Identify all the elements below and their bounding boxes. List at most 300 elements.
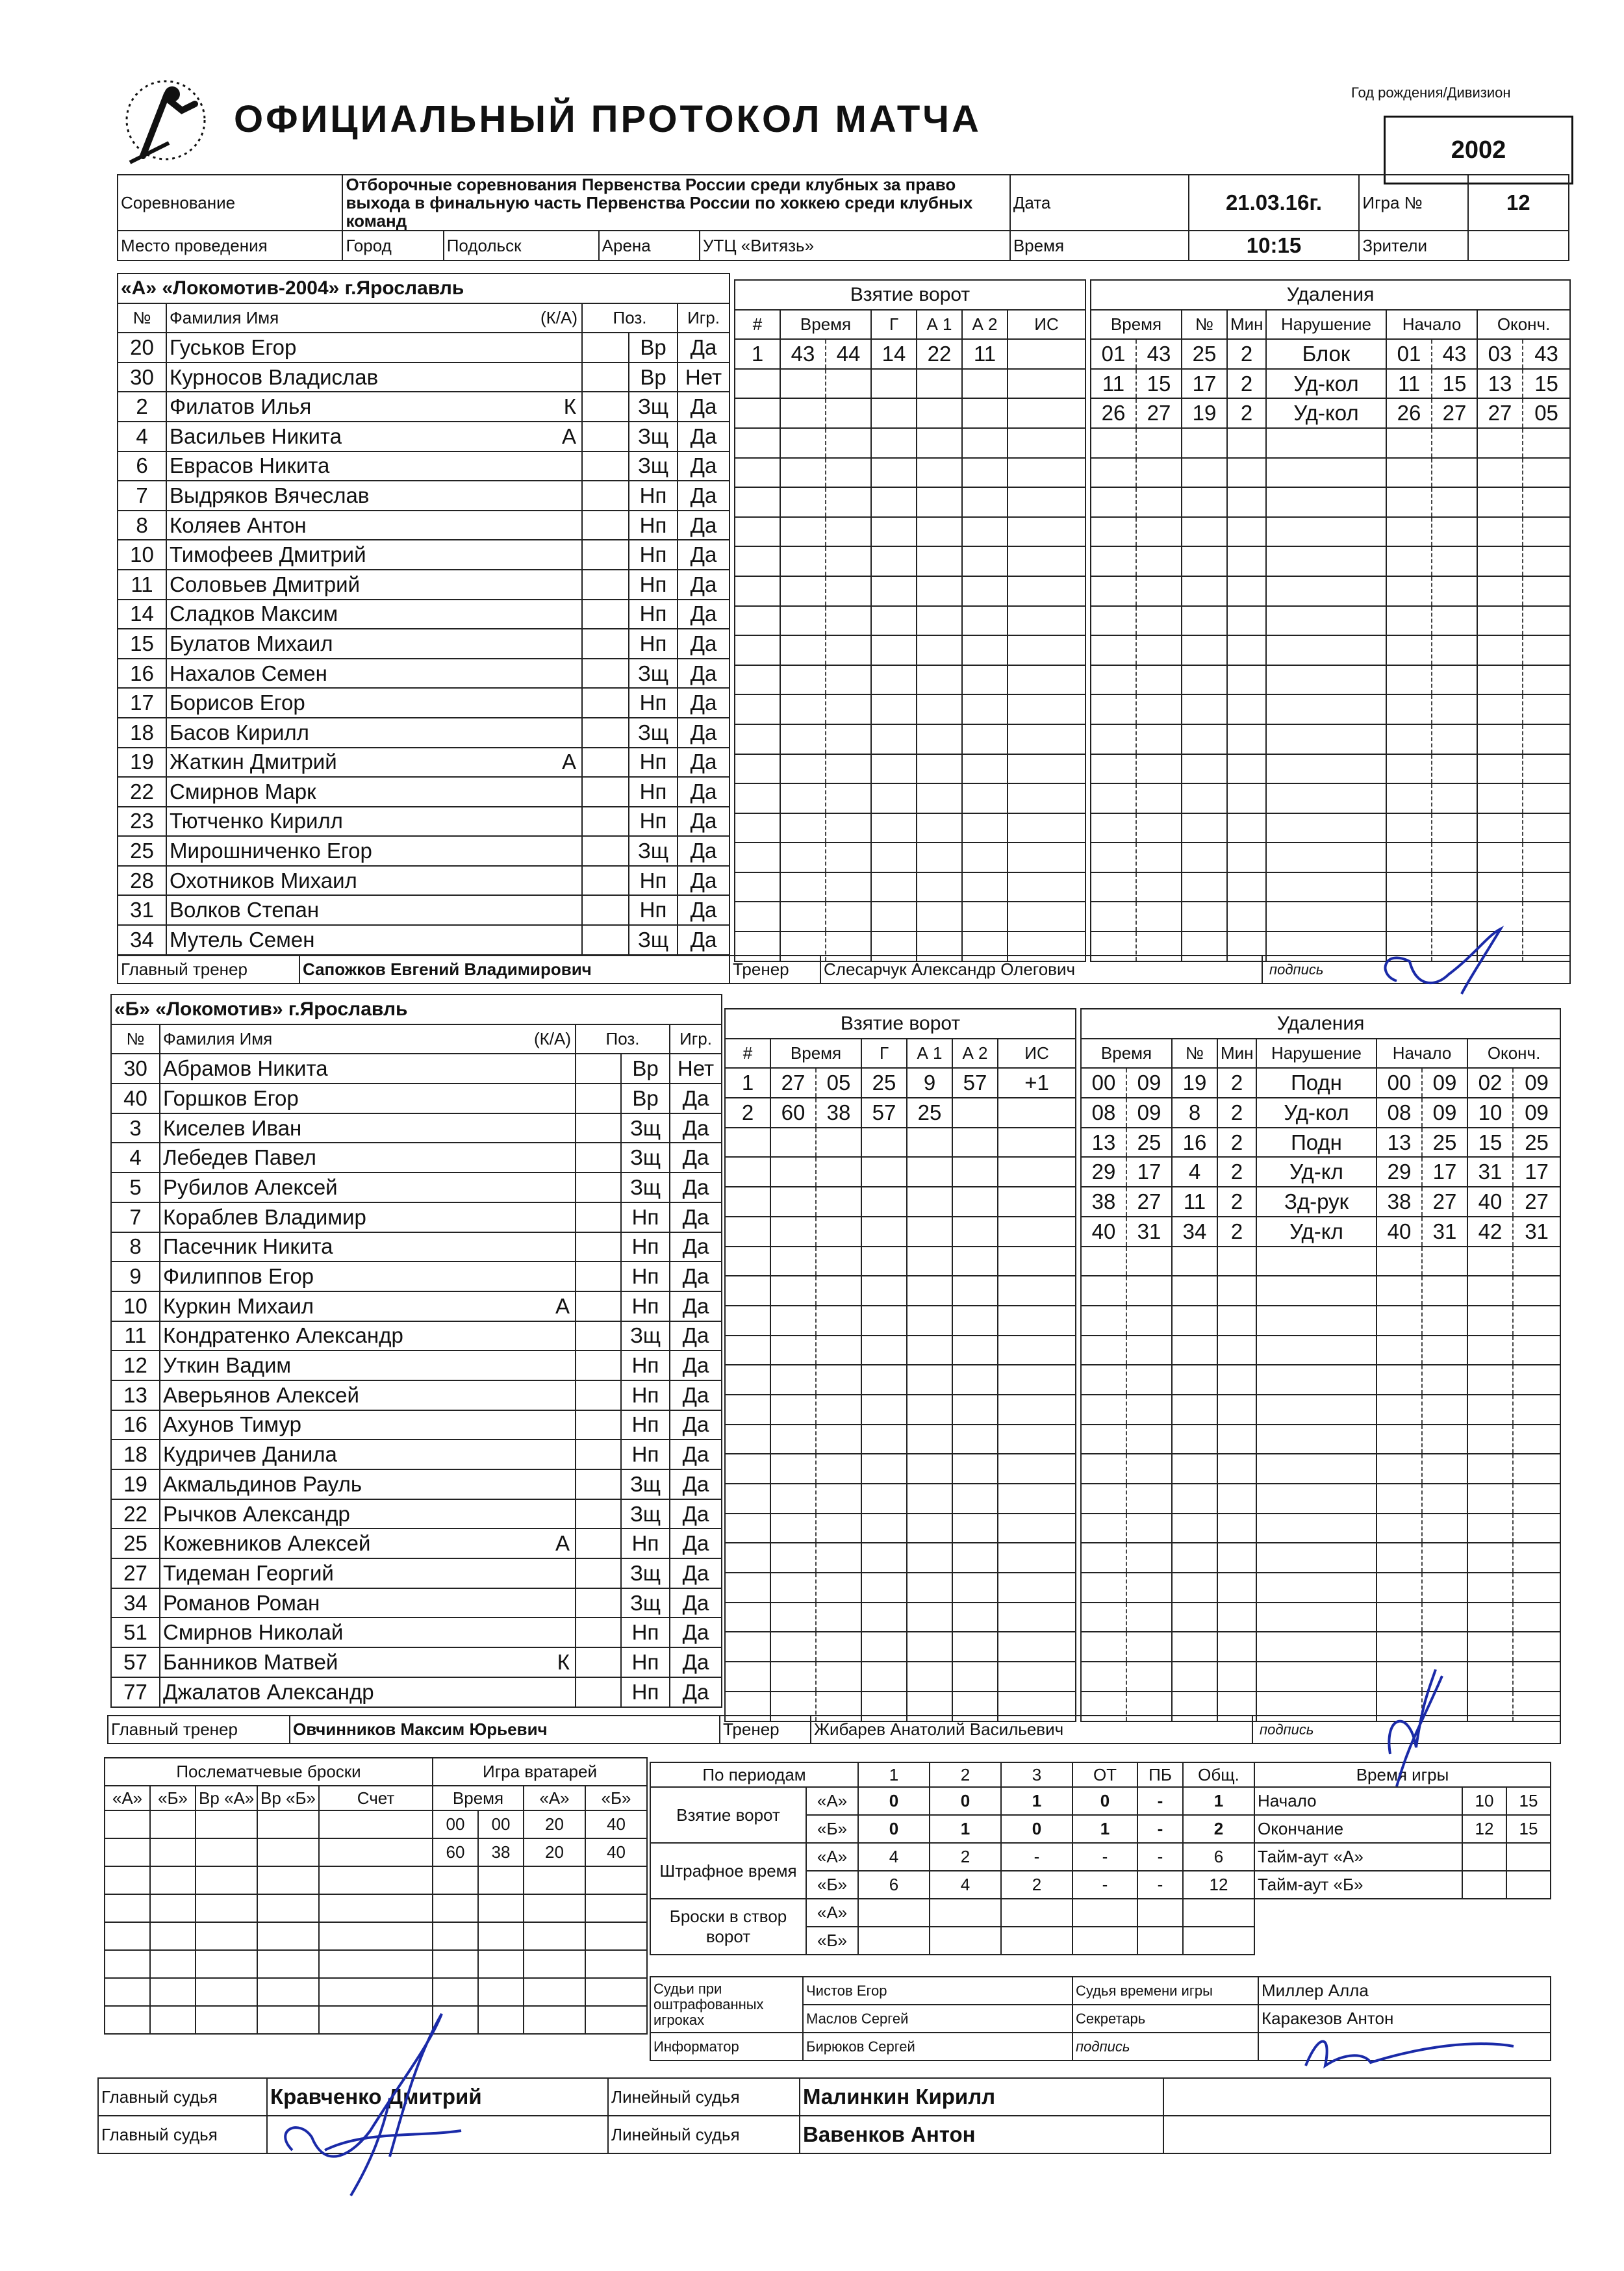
player-played: Да (670, 1529, 722, 1558)
player-position: Нп (621, 1647, 670, 1677)
goal-scorer (861, 1454, 907, 1484)
penalty-violation (1266, 517, 1386, 547)
player-name-cell (160, 1618, 576, 1647)
player-name: Лебедев Павел (163, 1145, 316, 1170)
penalty-minute (1081, 1514, 1126, 1543)
goal-row (735, 517, 1085, 547)
penalty-box-label: Судьи при оштрафованных игроках (650, 1977, 803, 2033)
penalty-player (1182, 783, 1227, 813)
goal-row (725, 1603, 1076, 1632)
player-number: 28 (118, 866, 166, 896)
goal-number (725, 1128, 770, 1158)
player-played: Да (670, 1143, 722, 1173)
penalty-minute (1081, 1395, 1126, 1425)
penalty-row (1091, 635, 1570, 665)
goal-number: 1 (735, 339, 780, 369)
goal-scorer (861, 1395, 907, 1425)
penalty-row (1081, 1128, 1560, 1158)
penalty-start-minute (1386, 843, 1432, 872)
goal-is-header: ИС (1008, 310, 1085, 340)
goal-number (725, 1514, 770, 1543)
penalty-start-second (1422, 1603, 1467, 1632)
penalty-end-minute (1477, 754, 1523, 784)
goal-assist-2 (952, 1603, 998, 1632)
goal-minute (780, 813, 826, 843)
penalty-end-second (1523, 517, 1570, 547)
penalty-violation (1256, 1514, 1377, 1543)
penalty-minutes: 2 (1217, 1217, 1256, 1247)
player-name-cell (166, 688, 582, 718)
goal-number (735, 635, 780, 665)
player-row (111, 1380, 722, 1410)
penalty-minute: 40 (1081, 1217, 1126, 1247)
penalty-minutes (1227, 576, 1266, 606)
penalty-player (1172, 1336, 1217, 1365)
goal-row (735, 843, 1085, 872)
goal-scorer (871, 428, 917, 458)
team-b-title: «Б» «Локомотив» г.Ярославль (111, 995, 722, 1024)
player-extra (576, 1499, 621, 1529)
player-extra (576, 1558, 621, 1588)
penalty-player (1182, 754, 1227, 784)
city-label: Город (342, 231, 443, 260)
goal-assist-1 (907, 1336, 952, 1365)
player-name: Смирнов Николай (163, 1620, 344, 1645)
penalty-second (1126, 1632, 1172, 1662)
referees-table (97, 2077, 1551, 2154)
goal-assist-1 (907, 1276, 952, 1306)
goal-second (826, 546, 871, 576)
player-row (118, 866, 730, 896)
head-coach-label: Главный тренер (108, 1716, 290, 1744)
penalty-violation (1266, 694, 1386, 724)
penalty-row (1091, 398, 1570, 428)
penalty-player: 25 (1182, 339, 1227, 369)
player-name: Уткин Вадим (163, 1353, 292, 1378)
penalty-minute (1081, 1543, 1126, 1573)
penalty-end-second (1513, 1365, 1560, 1395)
goal-assist-1 (917, 398, 962, 428)
penalty-minute: 08 (1081, 1098, 1126, 1128)
pen-end-header: Оконч. (1467, 1039, 1560, 1069)
goal-row (735, 724, 1085, 754)
penalty-second: 09 (1126, 1068, 1172, 1098)
player-number: 30 (118, 362, 166, 392)
player-row (111, 1173, 722, 1202)
goal-assist-2 (962, 428, 1008, 458)
penalty-end-minute (1467, 1395, 1513, 1425)
player-name-cell (166, 866, 582, 896)
secretary: Каракезов Антон (1258, 2005, 1551, 2033)
player-played: Да (670, 1084, 722, 1113)
num-header: № (118, 303, 166, 333)
signature-label: подпись (1262, 956, 1570, 983)
pen-time-header: Время (1081, 1039, 1172, 1069)
goals-a-ot: 0 (1072, 1787, 1137, 1815)
division-value: 2002 (1384, 116, 1573, 184)
goal-assist-2 (952, 1484, 998, 1514)
penalty-start-second (1422, 1365, 1467, 1395)
player-played: Да (678, 718, 730, 748)
goal-second (816, 1573, 861, 1603)
pim-b-total: 12 (1183, 1871, 1254, 1899)
player-number: 20 (118, 333, 166, 362)
penalty-minutes (1217, 1632, 1256, 1662)
penalty-start-second (1432, 754, 1477, 784)
goal-row (725, 1306, 1076, 1336)
penalty-row (1081, 1157, 1560, 1187)
goal-number (735, 694, 780, 724)
penalty-end-minute: 42 (1467, 1217, 1513, 1247)
goal-scorer (871, 635, 917, 665)
goal-minute (780, 724, 826, 754)
goal-row (725, 1128, 1076, 1158)
goal-number (725, 1632, 770, 1662)
pen-num-header: № (1182, 310, 1227, 340)
goal-assist-2 (952, 1632, 998, 1662)
penalty-start-minute (1377, 1395, 1422, 1425)
player-extra (582, 807, 629, 837)
player-number: 8 (118, 511, 166, 540)
penalty-end-minute (1467, 1573, 1513, 1603)
goal-second (826, 576, 871, 606)
penalty-start-minute (1377, 1306, 1422, 1336)
penalty-start-minute: 38 (1377, 1187, 1422, 1217)
penalty-end-second (1513, 1632, 1560, 1662)
penalty-start-minute (1377, 1632, 1422, 1662)
goal-row (735, 369, 1085, 399)
player-played: Нет (678, 362, 730, 392)
goal-situation (998, 1484, 1076, 1514)
penalty-player: 11 (1172, 1187, 1217, 1217)
penalty-row (1081, 1514, 1560, 1543)
player-extra (582, 659, 629, 689)
penalty-player (1182, 724, 1227, 754)
penalty-second: 31 (1126, 1217, 1172, 1247)
goal-situation (998, 1632, 1076, 1662)
goal-scorer (871, 843, 917, 872)
goal-second (816, 1395, 861, 1425)
penalty-second (1136, 783, 1182, 813)
player-name: Гуськов Егор (170, 335, 297, 359)
penalty-second (1126, 1543, 1172, 1573)
goal-row (725, 1098, 1076, 1128)
player-name: Мирошниченко Егор (170, 839, 372, 863)
spectators-label: Зрители (1359, 231, 1467, 260)
player-played: Да (678, 511, 730, 540)
player-position: Нп (621, 1262, 670, 1291)
player-name: Смирнов Марк (170, 779, 316, 804)
penalty-start-second: 27 (1432, 398, 1477, 428)
shootout-col-ga: Вр «А» (196, 1786, 257, 1810)
end-mm: 12 (1462, 1815, 1506, 1843)
goal-situation (1008, 872, 1085, 902)
pen-time-header: Время (1091, 310, 1182, 340)
player-number: 14 (118, 600, 166, 629)
goal-minute (770, 1217, 816, 1247)
goal-a1-header: А 1 (917, 310, 962, 340)
goal-second (826, 606, 871, 636)
player-row (111, 1410, 722, 1440)
player-extra (582, 600, 629, 629)
penalty-row (1081, 1484, 1560, 1514)
player-played: Да (678, 629, 730, 659)
goal-row (725, 1484, 1076, 1514)
penalty-second (1136, 428, 1182, 458)
player-name: Тютченко Кирилл (170, 809, 343, 833)
penalty-minutes: 2 (1227, 369, 1266, 399)
penalty-violation (1256, 1543, 1377, 1573)
goal-situation (998, 1306, 1076, 1336)
goal-number (735, 843, 780, 872)
player-position: Нп (621, 1677, 670, 1707)
goal-second (826, 398, 871, 428)
goal-second (816, 1425, 861, 1454)
player-name: Абрамов Никита (163, 1056, 328, 1081)
penalty-violation (1256, 1454, 1377, 1484)
team-a-title: «А» «Локомотив-2004» г.Ярославль (118, 273, 730, 303)
goal-scorer (871, 724, 917, 754)
goal-assist-1 (907, 1306, 952, 1336)
player-extra (582, 925, 629, 955)
goal-number (725, 1336, 770, 1365)
team-a-coach: Слесарчук Александр Олегович (820, 956, 1262, 983)
penalty-start-minute (1386, 694, 1432, 724)
penalty-minute (1091, 754, 1136, 784)
penalty-second (1136, 872, 1182, 902)
goal-assist-1 (907, 1603, 952, 1632)
player-position: Зщ (629, 392, 678, 422)
penalty-end-second (1513, 1543, 1560, 1573)
player-number: 2 (118, 392, 166, 422)
penalty-minute (1081, 1336, 1126, 1365)
goal-second (826, 843, 871, 872)
game-time-table (1254, 1762, 1551, 1899)
penalty-end-minute: 10 (1467, 1098, 1513, 1128)
goal-assist-2 (952, 1276, 998, 1306)
player-position: Зщ (629, 925, 678, 955)
player-name-cell (166, 481, 582, 511)
player-number: 8 (111, 1232, 160, 1262)
penalty-violation (1266, 635, 1386, 665)
goal-minute (780, 546, 826, 576)
shootout-table (104, 1757, 433, 2035)
goal-assist-1 (917, 546, 962, 576)
player-name: Филатов Илья (170, 394, 312, 419)
penalty-end-second: 25 (1513, 1128, 1560, 1158)
player-name-cell (160, 1440, 576, 1469)
goal-situation (998, 1425, 1076, 1454)
penalty-second (1126, 1247, 1172, 1276)
penalty-start-second (1422, 1454, 1467, 1484)
player-position: Зщ (621, 1499, 670, 1529)
penalty-violation (1256, 1247, 1377, 1276)
goal-situation (998, 1662, 1076, 1692)
goal-assist-2 (962, 783, 1008, 813)
player-name: Тимофеев Дмитрий (170, 542, 366, 567)
player-name-cell (160, 1173, 576, 1202)
player-played: Да (678, 836, 730, 866)
player-extra (576, 1618, 621, 1647)
player-name-cell (160, 1143, 576, 1173)
penalty-minutes: 2 (1217, 1128, 1256, 1158)
goal-scorer (861, 1187, 907, 1217)
player-row (111, 1262, 722, 1291)
goalie-b: 40 (585, 1810, 647, 1838)
penalty-end-minute: 27 (1477, 398, 1523, 428)
goal-minute: 60 (770, 1098, 816, 1128)
penalty-minute (1081, 1365, 1126, 1395)
goal-second (826, 665, 871, 695)
penalty-second (1136, 902, 1182, 932)
goal-minute (780, 398, 826, 428)
player-played: Да (670, 1440, 722, 1469)
goal-row (735, 576, 1085, 606)
penalty-start-second (1422, 1247, 1467, 1276)
penalty-start-minute (1386, 902, 1432, 932)
penalty-end-minute (1477, 783, 1523, 813)
penalty-minute (1091, 606, 1136, 636)
goal-number (735, 369, 780, 399)
penalty-start-second (1432, 606, 1477, 636)
penalty-end-second: 09 (1513, 1068, 1560, 1098)
player-number: 10 (111, 1291, 160, 1321)
player-played: Да (670, 1262, 722, 1291)
penalty-second (1136, 517, 1182, 547)
goal-situation (1008, 813, 1085, 843)
penalty-row (1081, 1365, 1560, 1395)
goal-assist-1 (907, 1632, 952, 1662)
goal-minute (770, 1247, 816, 1276)
goal-assist-2 (952, 1514, 998, 1543)
team-a-label: «А» (806, 1843, 858, 1871)
player-name: Киселев Иван (163, 1115, 302, 1140)
goal-situation (998, 1128, 1076, 1158)
penalty-minutes: 2 (1217, 1187, 1256, 1217)
penalty-end-minute (1477, 546, 1523, 576)
goal-second (826, 458, 871, 488)
penalty-violation (1266, 458, 1386, 488)
penalty-row (1091, 813, 1570, 843)
penalty-end-minute (1477, 665, 1523, 695)
penalty-start-minute (1377, 1425, 1422, 1454)
goal-assist-1 (917, 694, 962, 724)
goal-scorer (871, 813, 917, 843)
goal-number (725, 1276, 770, 1306)
player-position: Нп (621, 1351, 670, 1380)
goal-assist-2 (962, 754, 1008, 784)
player-name: Жаткин Дмитрий (170, 750, 337, 774)
player-position: Нп (621, 1291, 670, 1321)
goal-scorer (871, 694, 917, 724)
player-played: Да (670, 1558, 722, 1588)
player-row (111, 1647, 722, 1677)
linesman-label: Линейный судья (608, 2116, 800, 2153)
player-name-cell (160, 1647, 576, 1677)
penalty-end-second (1523, 665, 1570, 695)
penalty-start-minute: 40 (1377, 1217, 1422, 1247)
goal-row (725, 1336, 1076, 1365)
penalty-player (1172, 1603, 1217, 1632)
player-name-cell (160, 1054, 576, 1084)
penalty-second (1136, 665, 1182, 695)
goal-minute (770, 1425, 816, 1454)
penalty-row (1081, 1217, 1560, 1247)
player-extra (576, 1410, 621, 1440)
player-row (111, 1440, 722, 1469)
penalty-start-second (1432, 902, 1477, 932)
penalty-row (1091, 517, 1570, 547)
penalty-violation: Блок (1266, 339, 1386, 369)
goal-row (735, 606, 1085, 636)
player-row (111, 1232, 722, 1262)
player-row (111, 1054, 722, 1084)
player-name-cell (166, 718, 582, 748)
player-played: Да (670, 1677, 722, 1707)
penalty-end-second (1513, 1662, 1560, 1692)
penalty-judge-1: Чистов Егор (803, 1977, 1072, 2005)
penalty-minutes (1217, 1425, 1256, 1454)
penalty-end-minute: 31 (1467, 1157, 1513, 1187)
player-played: Да (678, 659, 730, 689)
penalty-start-minute (1377, 1484, 1422, 1514)
penalty-minute (1081, 1632, 1126, 1662)
player-extra (582, 540, 629, 570)
penalty-start-minute: 11 (1386, 369, 1432, 399)
timeout-b-label: Тайм-аут «Б» (1254, 1871, 1462, 1899)
goal-scorer (871, 517, 917, 547)
main-referee-label: Главный судья (98, 2116, 267, 2153)
player-position: Зщ (629, 718, 678, 748)
player-name: Басов Кирилл (170, 720, 309, 744)
player-captain-mark: А (555, 1531, 570, 1556)
penalty-minutes (1217, 1306, 1256, 1336)
venue-label: Место проведения (118, 231, 342, 260)
player-extra (576, 1291, 621, 1321)
penalty-end-second: 17 (1513, 1157, 1560, 1187)
player-number: 4 (118, 422, 166, 451)
penalty-end-second (1523, 694, 1570, 724)
player-row (111, 1529, 722, 1558)
main-referee-1: Кравченко Дмитрий (267, 2078, 608, 2116)
penalty-start-second (1432, 724, 1477, 754)
penalty-violation (1256, 1336, 1377, 1365)
goal-second (826, 724, 871, 754)
penalty-end-minute: 40 (1467, 1187, 1513, 1217)
player-name: Джалатов Александр (163, 1679, 374, 1704)
penalty-row (1081, 1336, 1560, 1365)
player-played: Да (678, 451, 730, 481)
play-header: Игр. (678, 303, 730, 333)
penalty-minutes: 2 (1217, 1157, 1256, 1187)
penalty-minute: 38 (1081, 1187, 1126, 1217)
penalty-end-minute (1477, 813, 1523, 843)
player-row (118, 688, 730, 718)
goals-b-p2: 1 (930, 1815, 1001, 1843)
goal-assist-1 (907, 1247, 952, 1276)
start-mm: 10 (1462, 1787, 1506, 1815)
goal-assist-2 (952, 1365, 998, 1395)
penalty-violation (1256, 1306, 1377, 1336)
player-number: 77 (111, 1677, 160, 1707)
penalty-start-minute (1386, 428, 1432, 458)
player-position: Вр (629, 362, 678, 392)
penalty-player (1182, 517, 1227, 547)
goal-number (725, 1603, 770, 1632)
penalty-start-second (1432, 783, 1477, 813)
penalty-violation: Подн (1256, 1128, 1377, 1158)
penalty-end-second (1523, 783, 1570, 813)
